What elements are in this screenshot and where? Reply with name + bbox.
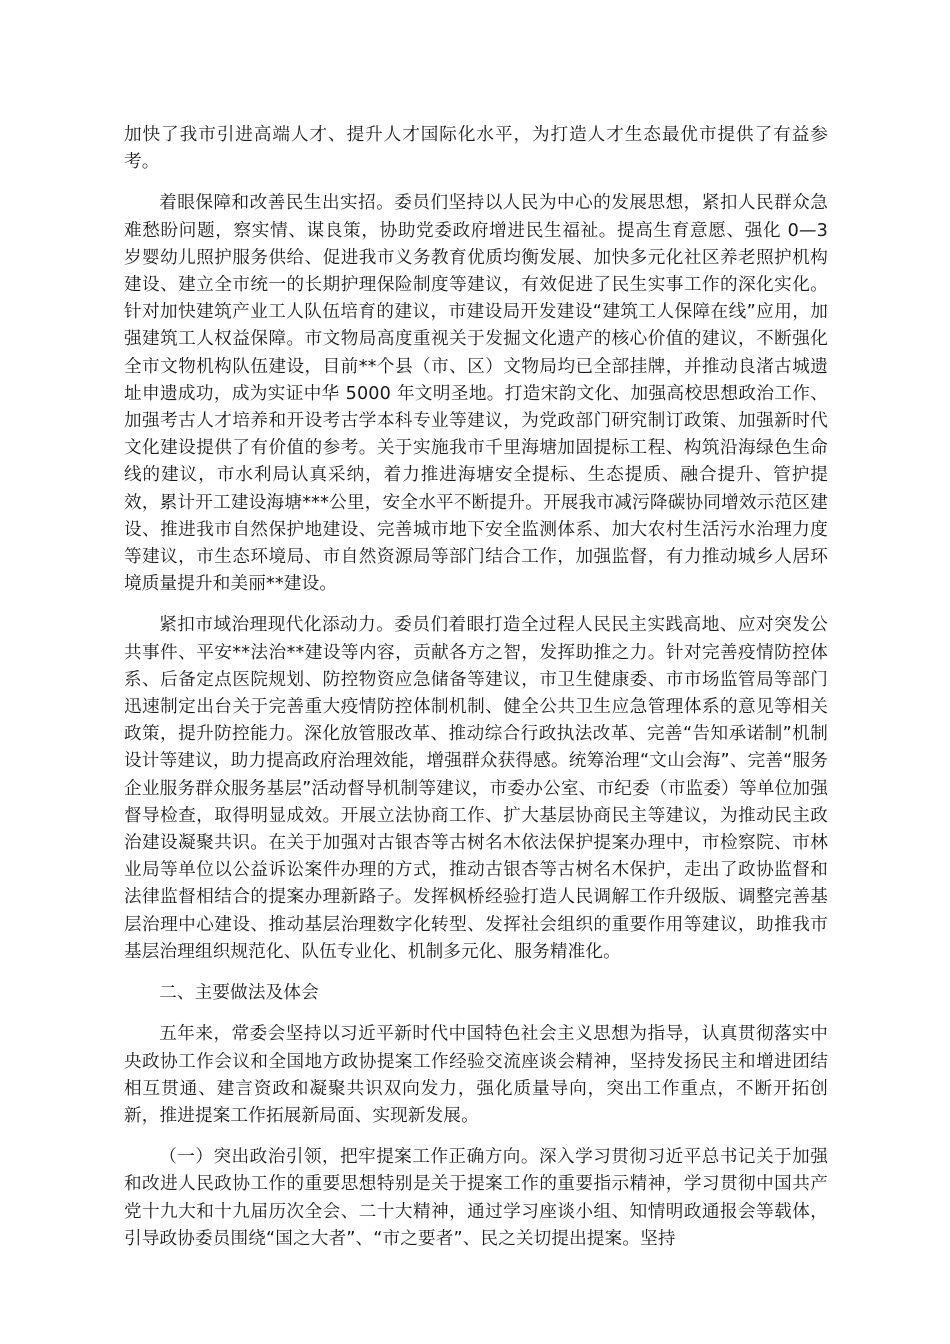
- paragraph-five-years: 五年来，常委会坚持以习近平新时代中国特色社会主义思想为指导，认真贯彻落实中央政协工作会议和全国地方政协提案工作经验交流座谈会精神，坚持发扬民主和增进团结相互贯通、建言资政和凝聚共识双向发力，强化质量导向，突出工作重点，不断开拓创新，推进提案工作拓展新局面、实现新发展。: [124, 1024, 828, 1126]
- paragraph-political-guidance: （一）突出政治引领，把牢提案工作正确方向。深入学习贯彻习近平总书记关于加强和改进人民政协工作的重要思想特别是关于提案工作的重要指示精神，学习贯彻中国共产党十九大和十九届历次全会、二十大精神，通过学习座谈小组、知情明政通报会等载体，引导政协委员围绕“国之大者”、“市之要者”、民之关切提出提案。坚持: [124, 1147, 828, 1249]
- document-body: [124, 122, 828, 1267]
- section-heading: 二、主要做法及体会: [159, 983, 319, 1004]
- paragraph-talent-continuation: 加快了我市引进高端人才、提升人才国际化水平，为打造人才生态最优市提供了有益参考。: [124, 125, 828, 173]
- paragraph-livelihood: 着眼保障和改善民生出实招。委员们坚持以人民为中心的发展思想，紧扣人民群众急难愁盼问题，察实情、谋良策，协助党委政府增进民生福祉。提高生育意愿、强化 0—3 岁婴幼儿照护服务供给、促进我市义务教育优质均衡发展、加快多元化社区养老照护机构建设、建立全市统一的长期护理保险制度等建议，有效促进了民生实事工作的深化实化。针对加快建筑产业工人队伍培育的建议，市建设局开发建设“建筑工人保障在线”应用，加强建筑工人权益保障。市文物局高度重视关于发掘文化遗产的核心价值的建议，不断强化全市文物机构队伍建设，目前**个县（市、区）文物局均已全部挂牌，并推动良渚古城遗址申遗成功，成为实证中华 5000 年文明圣地。打造宋韵文化、加强高校思想政治工作、加强考古人才培养和开设考古学本科专业等建议，为党政部门研究制订政策、加强新时代文化建设提供了有价值的参考。关于实施我市千里海塘加固提标工程、构筑沿海绿色生命线的建议，市水利局认真采纳，着力推进海塘安全提标、生态提质、融合提升、管护提效，累计开工建设海塘***公里，安全水平不断提升。开展我市减污降碳协同增效示范区建设、推进我市自然保护地建设、完善城市地下安全监测体系、加大农村生活污水治理力度等建议，市生态环境局、市自然资源局等部门结合工作，加强监督，有力推动城乡人居环境质量提升和美丽**建设。: [124, 193, 828, 595]
- paragraph-governance: 紧扣市域治理现代化添动力。委员们着眼打造全过程人民民主实践高地、应对突发公共事件、平安**法治**建设等内容，贡献各方之智，发挥助推之力。针对完善疫情防控体系、后备定点医院规划、防控物资应急储备等建议，市卫生健康委、市市场监管局等部门迅速制定出台关于完善重大疫情防控体制机制、健全公共卫生应急管理体系的意见等相关政策，提升防控能力。深化放管服改革、推动综合行政执法改革、完善“告知承诺制”机制设计等建议，助力提高政府治理效能，增强群众获得感。统筹治理“文山会海”、完善“服务企业服务群众服务基层”活动督导机制等建议，市委办公室、市纪委（市监委）等单位加强督导检查，取得明显成效。开展立法协商工作、扩大基层协商民主等建议，为推动民主政治建设凝聚共识。在关于加强对古银杏等古树名木依法保护提案办理中，市检察院、市林业局等单位以公益诉讼案件办理的方式，推动古银杏等古树名木保护，走出了政协监督和法律监督相结合的提案办理新路子。发挥枫桥经验打造人民调解工作升级版、调整完善基层治理中心建设、推动基层治理数字化转型、发挥社会组织的重要作用等建议，助推我市基层治理组织规范化、队伍专业化、机制多元化、服务精准化。: [124, 615, 828, 962]
